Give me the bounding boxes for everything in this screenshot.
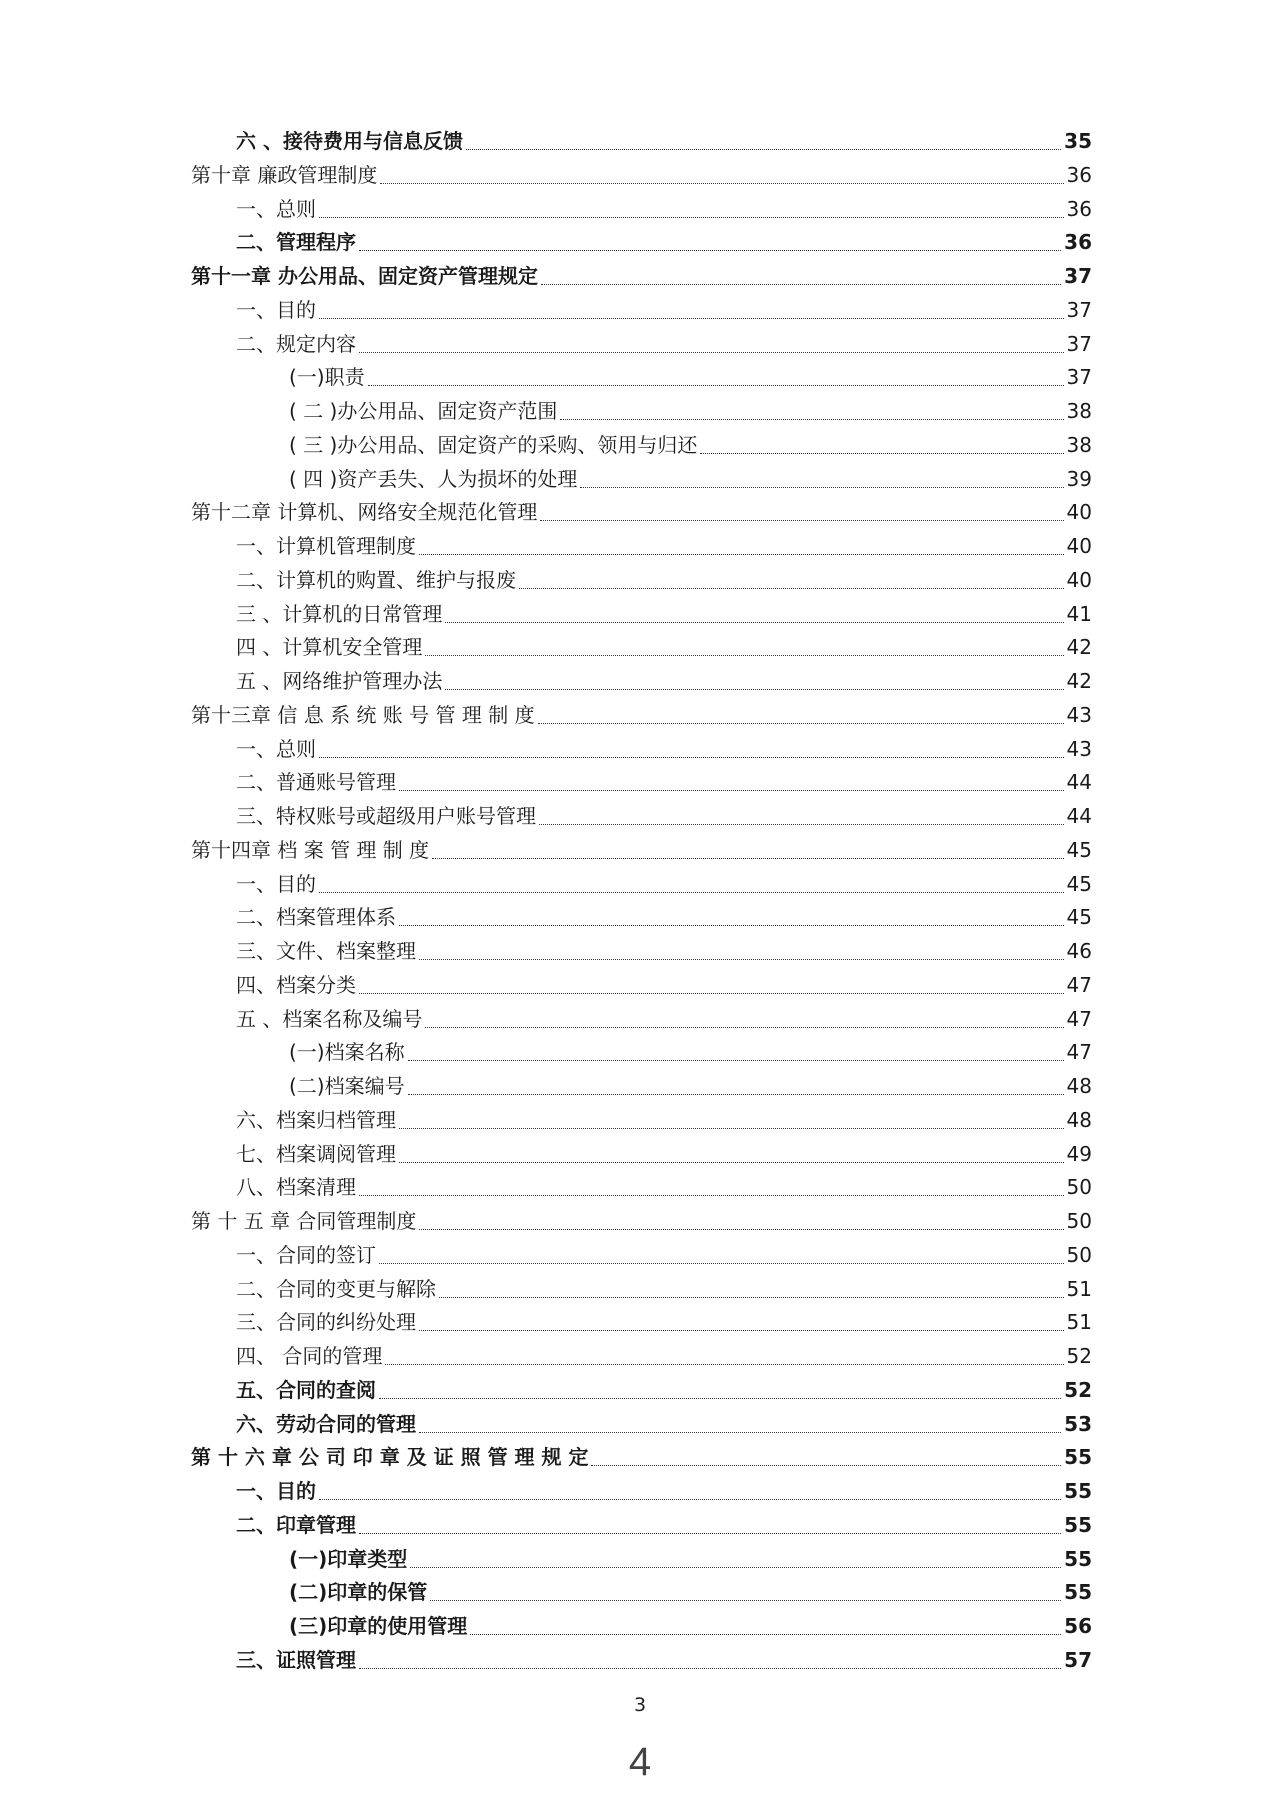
toc-entry[interactable] [236, 1373, 1092, 1403]
toc-entry-title: 二、普通账号管理 [236, 770, 396, 794]
dot-leader [399, 925, 1064, 926]
dot-leader [359, 250, 1061, 251]
toc-entry[interactable] [289, 360, 1092, 390]
dot-leader [408, 1060, 1064, 1061]
dot-leader [319, 1499, 1061, 1500]
toc-entry-title: 第十四章 档 案 管 理 制 度 [191, 838, 430, 862]
toc-entry-page: 44 [1066, 804, 1092, 828]
toc-entry[interactable] [236, 1137, 1092, 1167]
toc-entry-title: ( 四 )资产丢失、人为损坏的处理 [289, 467, 578, 491]
toc-entry[interactable] [236, 192, 1092, 222]
dot-leader [541, 284, 1061, 285]
toc-entry-title: (二)印章的保管 [289, 1580, 428, 1604]
toc-entry-page: 53 [1064, 1412, 1092, 1436]
toc-entry[interactable] [191, 1440, 1092, 1470]
dot-leader [359, 1195, 1064, 1196]
toc-entry-page: 49 [1066, 1142, 1092, 1166]
dot-leader [700, 453, 1063, 454]
toc-entry-page: 47 [1066, 1040, 1092, 1064]
toc-entry-page: 55 [1064, 1547, 1092, 1571]
toc-entry[interactable] [289, 462, 1092, 492]
dot-leader [432, 858, 1063, 859]
toc-entry-page: 37 [1066, 365, 1092, 389]
toc-entry-page: 51 [1066, 1310, 1092, 1334]
toc-entry-page: 50 [1066, 1175, 1092, 1199]
toc-entry-title: 五 、档案名称及编号 [236, 1007, 423, 1031]
dot-leader [319, 892, 1064, 893]
dot-leader [538, 723, 1064, 724]
toc-entry-title: 六、劳动合同的管理 [236, 1412, 416, 1436]
toc-entry-title: 四 、计算机安全管理 [236, 635, 423, 659]
toc-entry-page: 40 [1066, 568, 1092, 592]
toc-entry-title: 二、计算机的购置、维护与报废 [236, 568, 516, 592]
toc-entry[interactable] [289, 1575, 1092, 1605]
toc-entry-title: (一)印章类型 [289, 1547, 408, 1571]
toc-entry-title: 一、目的 [236, 872, 316, 896]
toc-entry[interactable] [236, 1272, 1092, 1302]
toc-entry[interactable] [191, 698, 1092, 728]
toc-entry-title: 第十二章 计算机、网络安全规范化管理 [191, 500, 538, 524]
dot-leader [439, 1297, 1064, 1298]
toc-entry-title: 一、总则 [236, 197, 316, 221]
dot-leader [445, 689, 1063, 690]
toc-entry-page: 39 [1066, 467, 1092, 491]
toc-entry-page: 48 [1066, 1108, 1092, 1132]
dot-leader [319, 318, 1064, 319]
toc-entry-title: (二)档案编号 [289, 1074, 405, 1098]
toc-entry-title: 八、档案清理 [236, 1175, 356, 1199]
toc-entry[interactable] [191, 158, 1092, 188]
toc-entry-title: ( 二 )办公用品、固定资产范围 [289, 399, 558, 423]
toc-entry-title: 三 、计算机的日常管理 [236, 602, 443, 626]
toc-entry-page: 56 [1064, 1614, 1092, 1638]
dot-leader [385, 1364, 1063, 1365]
toc-entry-page: 42 [1066, 635, 1092, 659]
dot-leader [319, 757, 1064, 758]
dot-leader [408, 1094, 1064, 1095]
toc-entry[interactable] [289, 1542, 1092, 1572]
toc-entry[interactable] [236, 1103, 1092, 1133]
toc-entry-page: 52 [1066, 1344, 1092, 1368]
toc-entry[interactable] [236, 1002, 1092, 1032]
dot-leader [430, 1600, 1061, 1601]
toc-entry[interactable] [236, 1474, 1092, 1504]
toc-entry-title: 五 、网络维护管理办法 [236, 669, 443, 693]
toc-entry[interactable] [236, 327, 1092, 357]
dot-leader [425, 1027, 1063, 1028]
toc-entry-title: 二、印章管理 [236, 1513, 356, 1537]
dot-leader [580, 487, 1063, 488]
toc-entry[interactable] [191, 1204, 1092, 1234]
toc-entry-page: 50 [1066, 1209, 1092, 1233]
dot-leader [379, 1398, 1061, 1399]
toc-entry[interactable] [236, 1643, 1092, 1673]
dot-leader [519, 588, 1064, 589]
toc-entry-page: 42 [1066, 669, 1092, 693]
toc-entry-title: 六 、接待费用与信息反馈 [236, 129, 463, 153]
toc-entry-page: 48 [1066, 1074, 1092, 1098]
dot-leader [379, 1263, 1064, 1264]
toc-entry-title: 三、合同的纠纷处理 [236, 1310, 416, 1334]
toc-entry[interactable] [236, 934, 1092, 964]
toc-entry[interactable] [191, 495, 1092, 525]
dot-leader [425, 655, 1063, 656]
toc-entry[interactable] [236, 630, 1092, 660]
toc-entry-page: 50 [1066, 1243, 1092, 1267]
toc-entry-title: 二、规定内容 [236, 332, 356, 356]
toc-entry[interactable] [236, 732, 1092, 762]
toc-entry-page: 55 [1064, 1513, 1092, 1537]
toc-entry-page: 38 [1066, 433, 1092, 457]
dot-leader [399, 790, 1064, 791]
dot-leader [359, 993, 1064, 994]
toc-entry-page: 47 [1066, 973, 1092, 997]
sheet-number: 4 [628, 1740, 652, 1784]
dot-leader [591, 1465, 1061, 1466]
dot-leader [359, 1668, 1061, 1669]
toc-entry-title: 一、合同的签订 [236, 1243, 376, 1267]
toc-entry-page: 45 [1066, 838, 1092, 862]
toc-entry[interactable] [236, 1238, 1092, 1268]
toc-entry[interactable] [289, 1609, 1092, 1639]
toc-entry-page: 55 [1064, 1580, 1092, 1604]
dot-leader [419, 1330, 1064, 1331]
toc-entry[interactable] [289, 394, 1092, 424]
toc-entry-page: 44 [1066, 770, 1092, 794]
toc-entry-page: 38 [1066, 399, 1092, 423]
toc-entry-title: ( 三 )办公用品、固定资产的采购、领用与归还 [289, 433, 698, 457]
dot-leader [399, 1162, 1064, 1163]
toc-entry-page: 43 [1066, 703, 1092, 727]
toc-entry-title: (三)印章的使用管理 [289, 1614, 468, 1638]
toc-entry[interactable] [236, 124, 1092, 154]
toc-entry[interactable] [289, 1069, 1092, 1099]
dot-leader [470, 1634, 1061, 1635]
toc-entry[interactable] [236, 1305, 1092, 1335]
toc-entry-page: 55 [1064, 1479, 1092, 1503]
page-number: 3 [633, 1694, 647, 1716]
toc-entry-page: 40 [1066, 534, 1092, 558]
toc-entry[interactable] [236, 293, 1092, 323]
toc-entry-title: (一)档案名称 [289, 1040, 405, 1064]
dot-leader [399, 1128, 1064, 1129]
toc-entry-title: 五、合同的查阅 [236, 1378, 376, 1402]
dot-leader [539, 824, 1064, 825]
toc-entry[interactable] [236, 1170, 1092, 1200]
toc-entry-page: 43 [1066, 737, 1092, 761]
dot-leader [319, 217, 1064, 218]
toc-entry-title: 三、文件、档案整理 [236, 939, 416, 963]
dot-leader [466, 149, 1061, 150]
toc-entry[interactable] [236, 1339, 1092, 1369]
dot-leader [419, 554, 1064, 555]
toc-entry-title: 一、计算机管理制度 [236, 534, 416, 558]
toc-entry-page: 36 [1066, 197, 1092, 221]
toc-entry-title: 第十三章 信 息 系 统 账 号 管 理 制 度 [191, 703, 535, 727]
toc-entry-title: 一、目的 [236, 298, 316, 322]
toc-entry-title: 一、目的 [236, 1479, 316, 1503]
toc-entry-page: 55 [1064, 1445, 1092, 1469]
dot-leader [419, 1432, 1061, 1433]
toc-entry-page: 51 [1066, 1277, 1092, 1301]
toc-entry-page: 36 [1066, 163, 1092, 187]
toc-entry-title: 第十一章 办公用品、固定资产管理规定 [191, 264, 538, 288]
toc-entry-page: 35 [1064, 129, 1092, 153]
toc-entry-title: 三、证照管理 [236, 1648, 356, 1672]
toc-entry-title: 二、合同的变更与解除 [236, 1277, 436, 1301]
toc-entry-page: 45 [1066, 872, 1092, 896]
toc-entry-title: 四、 合同的管理 [236, 1344, 383, 1368]
dot-leader [560, 419, 1063, 420]
dot-leader [419, 1229, 1063, 1230]
toc-entry[interactable] [191, 259, 1092, 289]
toc-entry-title: 一、总则 [236, 737, 316, 761]
dot-leader [445, 622, 1063, 623]
toc-entry[interactable] [236, 799, 1092, 829]
toc-entry-page: 36 [1064, 230, 1092, 254]
toc-entry-page: 37 [1066, 332, 1092, 356]
toc-entry-page: 47 [1066, 1007, 1092, 1031]
toc-entry[interactable] [236, 765, 1092, 795]
toc-entry[interactable] [289, 1035, 1092, 1065]
toc-entry-title: 三、特权账号或超级用户账号管理 [236, 804, 536, 828]
dot-leader [540, 520, 1063, 521]
toc-entry-title: 二、档案管理体系 [236, 905, 396, 929]
toc-entry-page: 52 [1064, 1378, 1092, 1402]
dot-leader [368, 385, 1064, 386]
toc-entry[interactable] [236, 968, 1092, 998]
toc-entry-page: 37 [1064, 264, 1092, 288]
toc-entry-title: 第 十 五 章 合同管理制度 [191, 1209, 417, 1233]
toc-entry[interactable] [236, 1407, 1092, 1437]
toc-entry[interactable] [236, 597, 1092, 627]
dot-leader [359, 352, 1064, 353]
toc-entry[interactable] [236, 900, 1092, 930]
toc-entry-title: 第十章 廉政管理制度 [191, 163, 378, 187]
toc-entry[interactable] [236, 664, 1092, 694]
toc-entry[interactable] [236, 1508, 1092, 1538]
toc-entry-title: (一)职责 [289, 365, 365, 389]
toc-entry-title: 二、管理程序 [236, 230, 356, 254]
toc-entry-title: 四、档案分类 [236, 973, 356, 997]
toc-entry-title: 第 十 六 章 公 司 印 章 及 证 照 管 理 规 定 [191, 1445, 589, 1469]
toc-entry[interactable] [289, 428, 1092, 458]
toc-entry-page: 45 [1066, 905, 1092, 929]
dot-leader [380, 183, 1063, 184]
dot-leader [419, 959, 1064, 960]
toc-entry-title: 七、档案调阅管理 [236, 1142, 396, 1166]
toc-entry-page: 41 [1066, 602, 1092, 626]
dot-leader [410, 1567, 1061, 1568]
toc-entry-title: 六、档案归档管理 [236, 1108, 396, 1132]
toc-entry[interactable] [236, 529, 1092, 559]
toc-entry[interactable] [191, 833, 1092, 863]
dot-leader [359, 1533, 1061, 1534]
toc-entry-page: 57 [1064, 1648, 1092, 1672]
toc-entry-page: 37 [1066, 298, 1092, 322]
toc-entry[interactable] [236, 867, 1092, 897]
toc-entry[interactable] [236, 225, 1092, 255]
toc-entry[interactable] [236, 563, 1092, 593]
toc-entry-page: 40 [1066, 500, 1092, 524]
toc-entry-page: 46 [1066, 939, 1092, 963]
